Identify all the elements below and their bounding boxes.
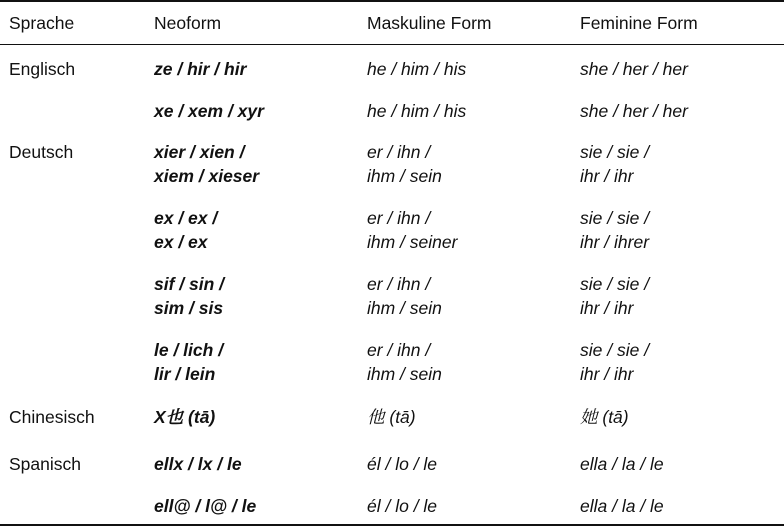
cell-neoform	[145, 326, 358, 392]
table-row	[0, 260, 784, 326]
neoform-line: xiem / xieser	[154, 166, 260, 186]
masculine-line: er / ihn /	[367, 274, 431, 294]
feminine-line: she / her / her	[580, 59, 688, 79]
neoform-line: ex / ex /	[154, 208, 218, 228]
table-body	[0, 45, 784, 526]
header-masculine: Maskuline Form	[367, 12, 492, 33]
masculine-line: he / him / his	[367, 101, 467, 121]
masculine-line: ihm / sein	[367, 166, 442, 186]
masculine-line: er / ihn /	[367, 208, 431, 228]
cell-neoform	[145, 392, 358, 440]
cell-masculine	[358, 260, 571, 326]
neoform-line: sif / sin /	[154, 274, 225, 294]
header-neoform: Neoform	[154, 12, 222, 33]
neoform-line: xe / xem / xyr	[154, 101, 264, 121]
cell-masculine	[358, 45, 571, 88]
table-row	[0, 392, 784, 440]
cell-language: Spanisch	[9, 454, 81, 474]
cell-language	[0, 87, 145, 128]
feminine-line: ihr / ihr	[580, 298, 634, 318]
cell-language: Chinesisch	[9, 407, 95, 427]
cell-language: Englisch	[9, 59, 76, 79]
feminine-line: ihr / ihrer	[580, 232, 650, 252]
feminine-line: ihr / ihr	[580, 364, 634, 384]
cell-feminine	[571, 440, 784, 482]
header-row	[0, 1, 784, 45]
cell-neoform	[145, 194, 358, 260]
masculine-line: ihm / seiner	[367, 232, 458, 252]
cell-feminine	[571, 45, 784, 88]
header-feminine: Feminine Form	[580, 12, 698, 33]
cell-feminine	[571, 260, 784, 326]
cell-feminine	[571, 482, 784, 525]
table-row	[0, 194, 784, 260]
cell-feminine	[571, 194, 784, 260]
cell-neoform	[145, 260, 358, 326]
feminine-line: she / her / her	[580, 101, 688, 121]
cell-feminine	[571, 326, 784, 392]
cell-neoform	[145, 45, 358, 88]
feminine-line: ihr / ihr	[580, 166, 634, 186]
feminine-line: ella / la / le	[580, 454, 664, 474]
cell-neoform	[145, 482, 358, 525]
cell-language	[0, 194, 145, 260]
masculine-line: er / ihn /	[367, 142, 431, 162]
masculine-line: he / him / his	[367, 59, 467, 79]
cell-masculine	[358, 392, 571, 440]
neoform-line: X也 (tā)	[154, 407, 216, 427]
neoform-line: ell@ / l@ / le	[154, 496, 257, 516]
cell-language: Deutsch	[9, 142, 74, 162]
cell-feminine	[571, 87, 784, 128]
cell-feminine	[571, 392, 784, 440]
feminine-line: sie / sie /	[580, 274, 650, 294]
table-row	[0, 128, 784, 194]
table-header	[0, 1, 784, 45]
neoform-line: lir / lein	[154, 364, 216, 384]
neoform-line: sim / sis	[154, 298, 224, 318]
masculine-line: ihm / sein	[367, 364, 442, 384]
cell-neoform	[145, 440, 358, 482]
cell-masculine	[358, 87, 571, 128]
feminine-line: ella / la / le	[580, 496, 664, 516]
masculine-line: er / ihn /	[367, 340, 431, 360]
table-row	[0, 326, 784, 392]
masculine-line: 他 (tā)	[367, 407, 416, 427]
table-row	[0, 482, 784, 525]
cell-neoform	[145, 128, 358, 194]
table-row	[0, 87, 784, 128]
cell-language	[0, 260, 145, 326]
cell-masculine	[358, 440, 571, 482]
masculine-line: él / lo / le	[367, 496, 438, 516]
masculine-line: él / lo / le	[367, 454, 438, 474]
table-row	[0, 45, 784, 88]
neoform-line: xier / xien /	[154, 142, 245, 162]
cell-masculine	[358, 326, 571, 392]
feminine-line: 她 (tā)	[580, 407, 629, 427]
neoform-line: ze / hir / hir	[154, 59, 247, 79]
cell-masculine	[358, 482, 571, 525]
cell-neoform	[145, 87, 358, 128]
feminine-line: sie / sie /	[580, 208, 650, 228]
masculine-line: ihm / sein	[367, 298, 442, 318]
neoform-line: le / lich /	[154, 340, 224, 360]
neoform-line: ex / ex	[154, 232, 208, 252]
cell-feminine	[571, 128, 784, 194]
table-row	[0, 440, 784, 482]
cell-masculine	[358, 128, 571, 194]
neoform-line: ellx / lx / le	[154, 454, 242, 474]
cell-language	[0, 326, 145, 392]
feminine-line: sie / sie /	[580, 142, 650, 162]
feminine-line: sie / sie /	[580, 340, 650, 360]
header-language: Sprache	[9, 12, 75, 33]
cell-language	[0, 482, 145, 525]
cell-masculine	[358, 194, 571, 260]
